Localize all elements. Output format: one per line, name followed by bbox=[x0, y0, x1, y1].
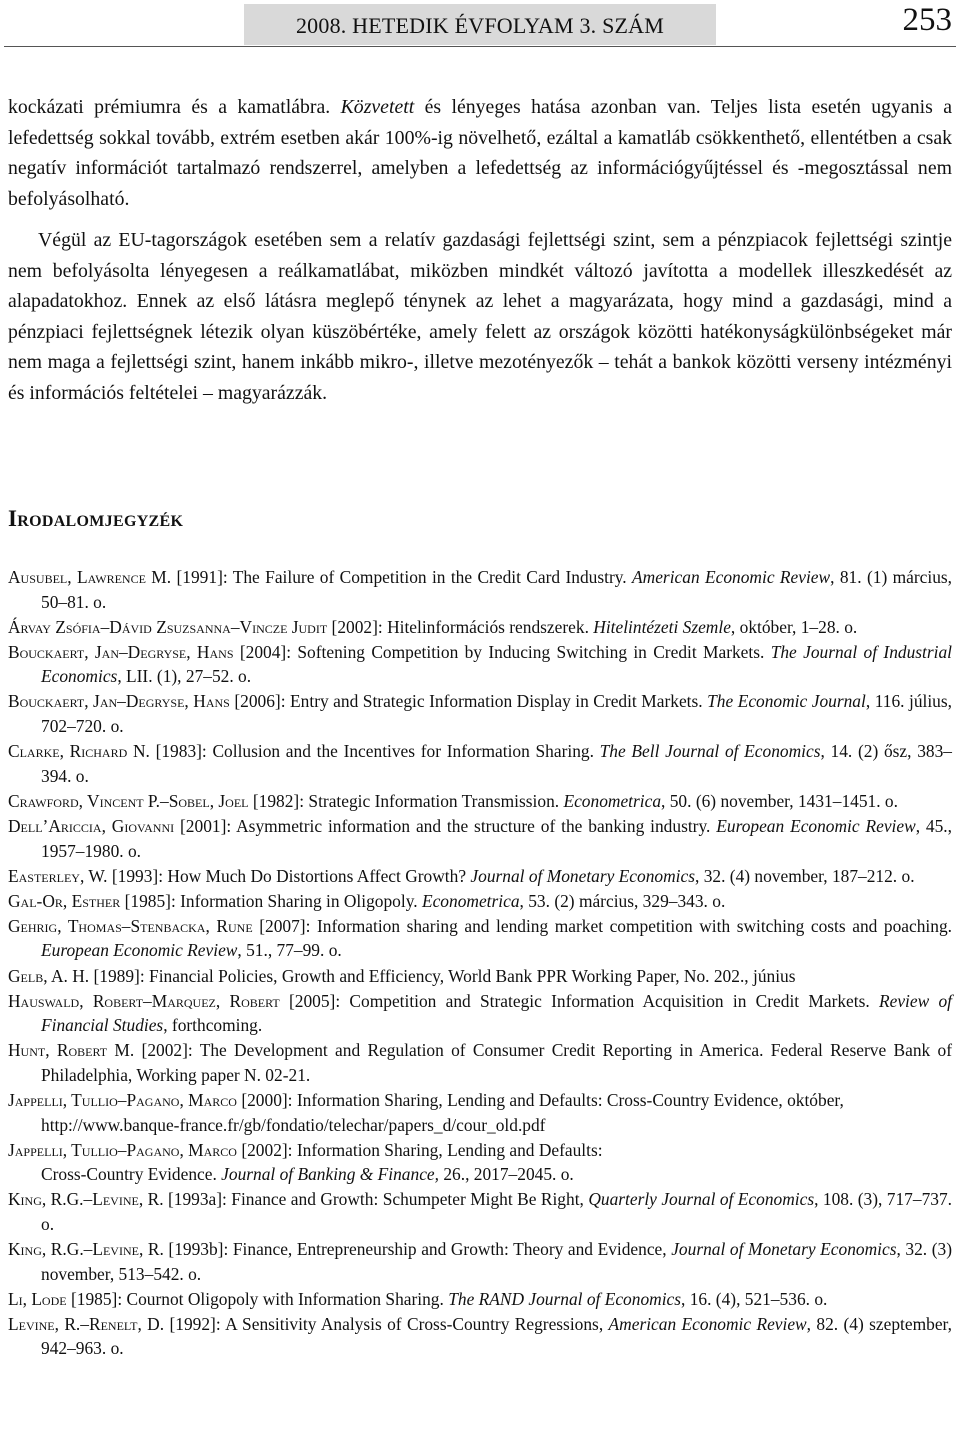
reference-authors: King, R.G.–Levine, R. bbox=[8, 1189, 164, 1210]
reference-details: , forthcoming. bbox=[163, 1015, 263, 1036]
reference-item bbox=[8, 1187, 952, 1236]
reference-authors: Hauswald, Robert–Marquez, Robert bbox=[8, 990, 280, 1011]
reference-details: , 116. július, 702–720. o. bbox=[41, 691, 952, 737]
reference-journal: Journal of Monetary Economics bbox=[470, 865, 695, 886]
reference-title: [2001]: Asymmetric information and the structure of the banking industry. bbox=[174, 815, 717, 836]
running-header bbox=[244, 4, 716, 45]
reference-item bbox=[8, 914, 952, 963]
reference-authors: Li, Lode bbox=[8, 1288, 67, 1309]
body-paragraph-1 bbox=[8, 92, 952, 214]
reference-item bbox=[8, 615, 952, 640]
reference-authors: Easterley, W. bbox=[8, 865, 108, 886]
reference-title: [1992]: A Sensitivity Analysis of Cross-Country Regressions, bbox=[164, 1313, 609, 1334]
reference-item bbox=[8, 640, 952, 689]
reference-title: [2006]: Entry and Strategic Information Display in Credit Markets. bbox=[229, 691, 708, 712]
reference-details: , 16. (4), 521–536. o. bbox=[681, 1288, 828, 1309]
reference-title: [1982]: Strategic Information Transmission. bbox=[248, 790, 564, 811]
paragraph-1-emphasis: Közvetett bbox=[340, 96, 415, 118]
reference-title: [1985]: Information Sharing in Oligopoly. bbox=[120, 890, 422, 911]
reference-authors: Clarke, Richard N. bbox=[8, 741, 150, 762]
reference-journal: Econometrica bbox=[563, 790, 662, 811]
reference-item bbox=[8, 565, 952, 614]
reference-authors: Hunt, Robert M. bbox=[8, 1040, 135, 1061]
reference-url[interactable]: http://www.banque-france.fr/gb/fondatio/telechar/papers_d/cour_old.pdf bbox=[41, 1114, 546, 1135]
reference-details: , 14. (2) ősz, 383–394. o. bbox=[41, 741, 952, 786]
reference-item bbox=[8, 964, 952, 989]
reference-item bbox=[8, 1312, 952, 1361]
reference-details: , LII. (1), 27–52. o. bbox=[117, 666, 252, 687]
reference-title: [2004]: Softening Competition by Inducing Switching in Credit Markets. bbox=[233, 641, 771, 662]
reference-journal: American Economic Review bbox=[632, 567, 831, 587]
reference-item bbox=[8, 989, 952, 1038]
header-rule bbox=[4, 46, 956, 47]
reference-item bbox=[8, 1237, 952, 1286]
reference-authors: Bouckaert, Jan–Degryse, Hans bbox=[8, 641, 234, 662]
reference-journal: European Economic Review bbox=[41, 940, 238, 961]
reference-journal: American Economic Review bbox=[608, 1313, 807, 1334]
reference-authors: Jappelli, Tullio–Pagano, Marco bbox=[8, 1089, 237, 1110]
reference-journal: Journal of Banking & Finance, bbox=[221, 1164, 439, 1185]
paragraph-2-text: Végül az EU-tagországok esetében sem a relatív gazdasági fejlettségi szint, sem a pénzpiacok fejlettségi szintje nem befolyásolta lényegesen a reálkamatlábat, miközben mindkét változó javította a modellek illeszkedését az alapadatokhoz. Ennek az első látásra meglepő ténynek az lehet a magyarázata, hogy mind a gazdasági, mind a pénzpiaci fejlettségnek létezik olyan küszöbértéke, amely felett az országok közötti hatékonyságkülönbségeket már nem maga a fejlettségi szint, hanem inkább mikro-, illetve mezotényezők – tehát a bankok közötti verseny intézményi és információs feltételei – magyarázzák. bbox=[8, 229, 952, 404]
reference-item bbox=[8, 1038, 952, 1087]
reference-title: [1993]: How Much Do Distortions Affect Growth? bbox=[107, 865, 471, 886]
reference-authors: Gelb, A. H. bbox=[8, 965, 90, 986]
reference-details: , 108. (3), 717–737. o. bbox=[41, 1189, 953, 1234]
reference-journal: Econometrica bbox=[421, 890, 520, 911]
reference-journal: The Bell Journal of Economics bbox=[599, 741, 821, 762]
reference-title: [1993a]: Finance and Growth: Schumpeter Might Be Right, bbox=[163, 1189, 589, 1210]
reference-title: [2005]: Competition and Strategic Information Acquisition in Credit Markets. bbox=[279, 990, 879, 1011]
reference-title: [2002]: Information Sharing, Lending and Defaults: bbox=[236, 1139, 603, 1160]
reference-journal: The RAND Journal of Economics bbox=[448, 1288, 682, 1309]
reference-details: , 51., 77–99. o. bbox=[237, 940, 342, 961]
reference-journal: Quarterly Journal of Economics bbox=[588, 1189, 815, 1210]
reference-details: , 81. (1) március, 50–81. o. bbox=[41, 567, 953, 612]
reference-item bbox=[8, 739, 952, 788]
paragraph-1-text-a: kockázati prémiumra és a kamatlábra. bbox=[8, 96, 341, 118]
reference-authors: Levine, R.–Renelt, D. bbox=[8, 1313, 165, 1334]
reference-title: [1993b]: Finance, Entrepreneurship and Growth: Theory and Evidence, bbox=[163, 1239, 672, 1260]
reference-authors: Crawford, Vincent P.–Sobel, Joel bbox=[8, 790, 249, 811]
reference-item bbox=[8, 864, 952, 889]
reference-item bbox=[8, 889, 952, 914]
reference-details: , 50. (6) november, 1431–1451. o. bbox=[661, 790, 898, 811]
reference-title-cont: Cross-Country Evidence. bbox=[41, 1164, 222, 1185]
reference-list bbox=[8, 565, 952, 1362]
reference-title: [2002]: Hitelinformációs rendszerek. bbox=[327, 616, 594, 637]
paragraph-1-text-c: és lényeges hatása azonban van. Teljes lista esetén ugyanis a lefedettség sokkal tovább, extrém esetben akár 100%-ig növelhető, ezáltal a kamatláb csökkenthető, ellentétben a csak negatív információt tartalmazó rendszerrel, amelyben a lefedettség az információgyűjtéssel és -megosztással nem befolyásolható. bbox=[8, 96, 952, 210]
reference-journal: European Economic Review bbox=[716, 815, 916, 836]
reference-title: [1983]: Collusion and the Incentives for Information Sharing. bbox=[149, 741, 600, 762]
reference-details: 26., 2017–2045. o. bbox=[438, 1164, 574, 1185]
reference-journal: The Economic Journal bbox=[707, 691, 866, 712]
reference-journal: Hitelintézeti Szemle bbox=[593, 616, 731, 637]
reference-authors: Dell’Ariccia, Giovanni bbox=[8, 815, 175, 836]
running-title: 2008. HETEDIK ÉVFOLYAM 3. SZÁM bbox=[295, 13, 664, 38]
reference-authors: Ausubel, Lawrence M. bbox=[8, 567, 172, 587]
reference-authors: King, R.G.–Levine, R. bbox=[8, 1239, 164, 1260]
reference-item bbox=[8, 1088, 952, 1137]
reference-title: [2007]: Information sharing and lending market competition with switching costs and poaching. bbox=[252, 915, 952, 936]
reference-details: , 53. (2) március, 329–343. o. bbox=[519, 890, 726, 911]
reference-authors: Árvay Zsófia–Dávid Zsuzsanna–Vincze Judit bbox=[8, 616, 328, 637]
reference-title: [1991]: The Failure of Competition in the Credit Card Industry. bbox=[171, 567, 633, 587]
reference-details: , 32. (3) november, 513–542. o. bbox=[41, 1239, 952, 1284]
reference-item bbox=[8, 689, 952, 738]
reference-details: , 82. (4) szeptember, 942–963. o. bbox=[41, 1313, 952, 1359]
reference-authors: Gal-Or, Esther bbox=[8, 890, 121, 911]
reference-details: , október, 1–28. o. bbox=[730, 616, 858, 637]
reference-title: [2000]: Information Sharing, Lending and Defaults: Cross-Country Evidence, október, bbox=[236, 1089, 844, 1110]
reference-authors: Gehrig, Thomas–Stenbacka, Rune bbox=[8, 915, 253, 936]
reference-title: [1989]: Financial Policies, Growth and Efficiency, World Bank PPR Working Paper, No. 202., június bbox=[89, 965, 796, 986]
reference-item bbox=[8, 1287, 952, 1312]
reference-title: [2002]: The Development and Regulation of Consumer Credit Reporting in America. Federal Reserve Bank of Philadelphia, Working paper N. 02-21. bbox=[41, 1040, 952, 1085]
page-number: 253 bbox=[902, 2, 952, 38]
body-paragraph-2 bbox=[8, 225, 952, 409]
reference-journal: The Journal of Industrial Economics bbox=[41, 641, 953, 687]
reference-item bbox=[8, 789, 952, 814]
reference-authors: Bouckaert, Jan–Degryse, Hans bbox=[8, 691, 230, 712]
reference-journal: Journal of Monetary Economics bbox=[671, 1239, 897, 1260]
reference-authors: Jappelli, Tullio–Pagano, Marco bbox=[8, 1139, 237, 1160]
reference-item bbox=[8, 814, 952, 863]
reference-journal: Review of Financial Studies bbox=[41, 990, 952, 1036]
reference-title: [1985]: Cournot Oligopoly with Information Sharing. bbox=[66, 1288, 449, 1309]
reference-details: , 45., 1957–1980. o. bbox=[41, 815, 952, 861]
section-title: Irodalomjegyzék bbox=[8, 506, 184, 531]
reference-details: , 32. (4) november, 187–212. o. bbox=[695, 865, 915, 886]
reference-item bbox=[8, 1138, 952, 1187]
